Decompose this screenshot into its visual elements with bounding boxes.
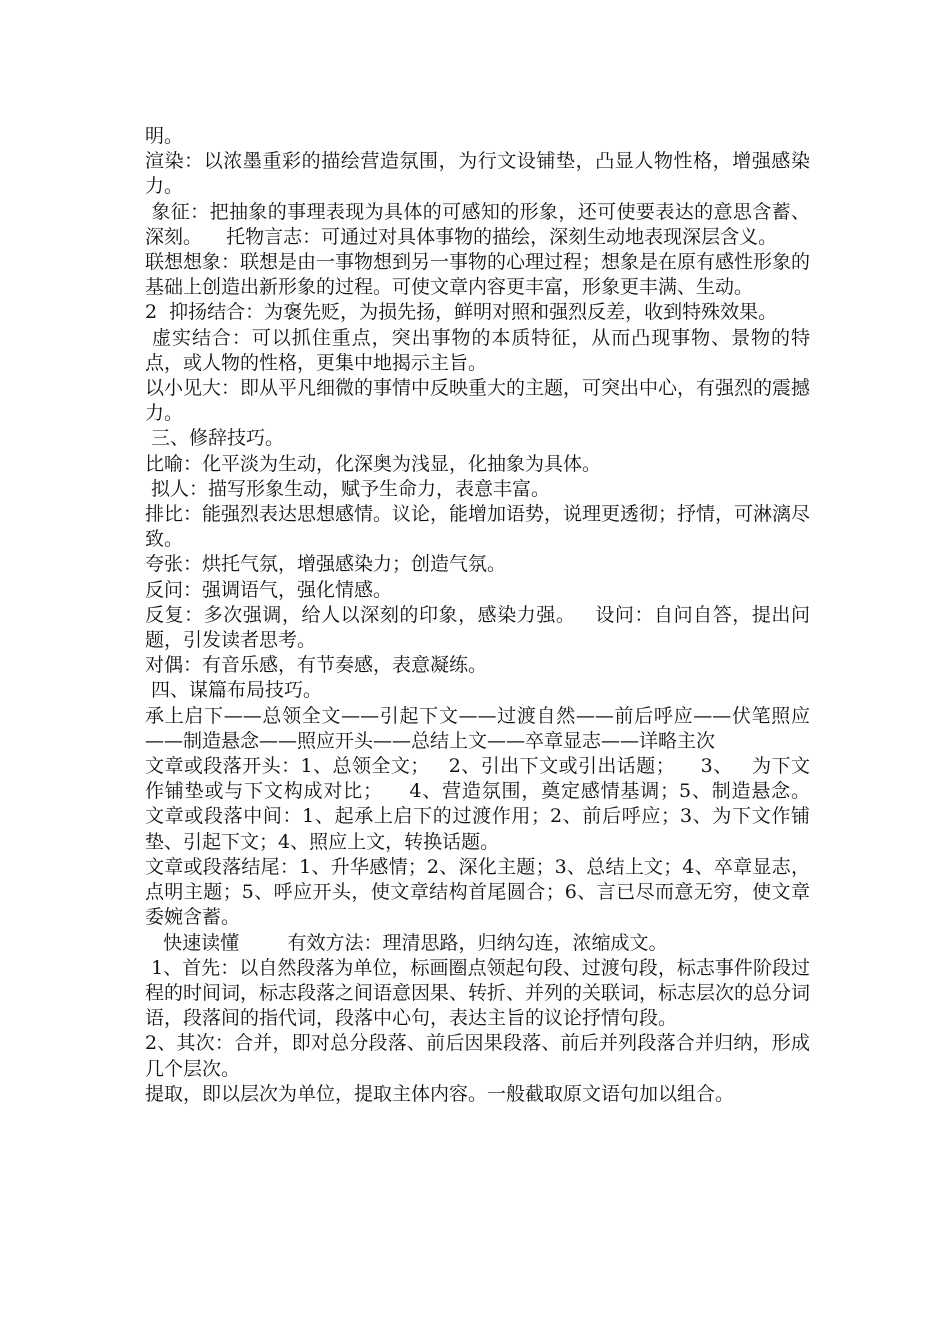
section-heading-layout: 四、谋篇布局技巧。 (145, 679, 323, 702)
paragraph-layout-chain: 承上启下——总领全文——引起下文——过渡自然——前后呼应——伏笔照应——制造悬念——照应开头——总结上文——卒章显志——详略主次 (145, 704, 810, 752)
paragraph-yiyang: 2 抑扬结合：为褒先贬，为损先扬，鲜明对照和强烈反差，收到特殊效果。 (145, 301, 778, 324)
paragraph-step-second: 2、其次：合并，即对总分段落、前后因果段落、前后并列段落合并归纳，形成几个层次。 (145, 1032, 810, 1080)
paragraph-xuanran: 渲染：以浓墨重彩的描绘营造氛围，为行文设铺垫，凸显人物性格，增强感染力。 (145, 150, 810, 198)
section-heading-quick-read: 快速读懂 有效方法：理清思路，归纳勾连，浓缩成文。 (145, 931, 668, 954)
paragraph-ending: 文章或段落结尾：1、升华感情；2、深化主题；3、总结上文；4、卒章显志，点明主题；5、呼应开头，使文章结构首尾圆合；6、言已尽而意无穷，使文章委婉含蓄。 (145, 855, 810, 929)
paragraph-continuation: 明。 (145, 125, 184, 147)
paragraph-xiangzheng: 象征：把抽象的事理表现为具体的可感知的形象，还可使要表达的意思含蓄、深刻。 托物言志：可通过对具体事物的描绘，深刻生动地表现深层含义。 (145, 200, 810, 248)
paragraph-duiou: 对偶：有音乐感，有节奏感，表意凝练。 (145, 654, 488, 677)
paragraph-fanwen: 反问：强调语气，强化情感。 (145, 578, 393, 601)
document-body (145, 124, 859, 1107)
paragraph-lianxiang: 联想想象：联想是由一事物想到另一事物的心理过程；想象是在原有感性形象的基础上创造出新形象的过程。可使文章内容更丰富，形象更丰满、生动。 (145, 251, 811, 299)
paragraph-kuazhang: 夸张：烘托气氛，增强感染力；创造气氛。 (145, 553, 507, 576)
section-heading-rhetoric: 三、修辞技巧。 (145, 427, 285, 450)
paragraph-niren: 拟人：描写形象生动，赋予生命力，表意丰富。 (145, 477, 551, 500)
paragraph-step-first: 1、首先：以自然段落为单位，标画圈点领起句段、过渡句段，标志事件阶段过程的时间词，标志段落之间语意因果、转折、并列的关联词，标志层次的总分词语，段落间的指代词，段落中心句，表达主旨的议论抒情句段。 (145, 956, 811, 1030)
paragraph-biyu: 比喻：化平淡为生动，化深奥为浅显，化抽象为具体。 (145, 452, 602, 475)
paragraph-paibi: 排比：能强烈表达思想感情。议论，能增加语势，说理更透彻；抒情，可淋漓尽致。 (145, 503, 811, 551)
paragraph-extract: 提取，即以层次为单位，提取主体内容。一般截取原文语句加以组合。 (145, 1082, 735, 1105)
paragraph-xushi: 虚实结合：可以抓住重点，突出事物的本质特征，从而凸现事物、景物的特点，或人物的性格，更集中地揭示主旨。 (145, 326, 810, 374)
paragraph-yixiao: 以小见大：即从平凡细微的事情中反映重大的主题，可突出中心，有强烈的震撼力。 (145, 377, 811, 425)
paragraph-fanfu: 反复：多次强调，给人以深刻的印象，感染力强。 设问：自问自答，提出问题，引发读者思考。 (145, 603, 810, 652)
paragraph-opening-middle: 文章或段落开头：1、总领全文； 2、引出下文或引出话题； 3、 为下文作铺垫或与下文构成对比； 4、营造氛围，奠定感情基调；5、制造悬念。 文章或段落中间：1、起承上启下的过渡作用；2、前后呼应；3、为下文作铺垫、引起下文；4、照应上文，转换话题。 (145, 755, 859, 853)
